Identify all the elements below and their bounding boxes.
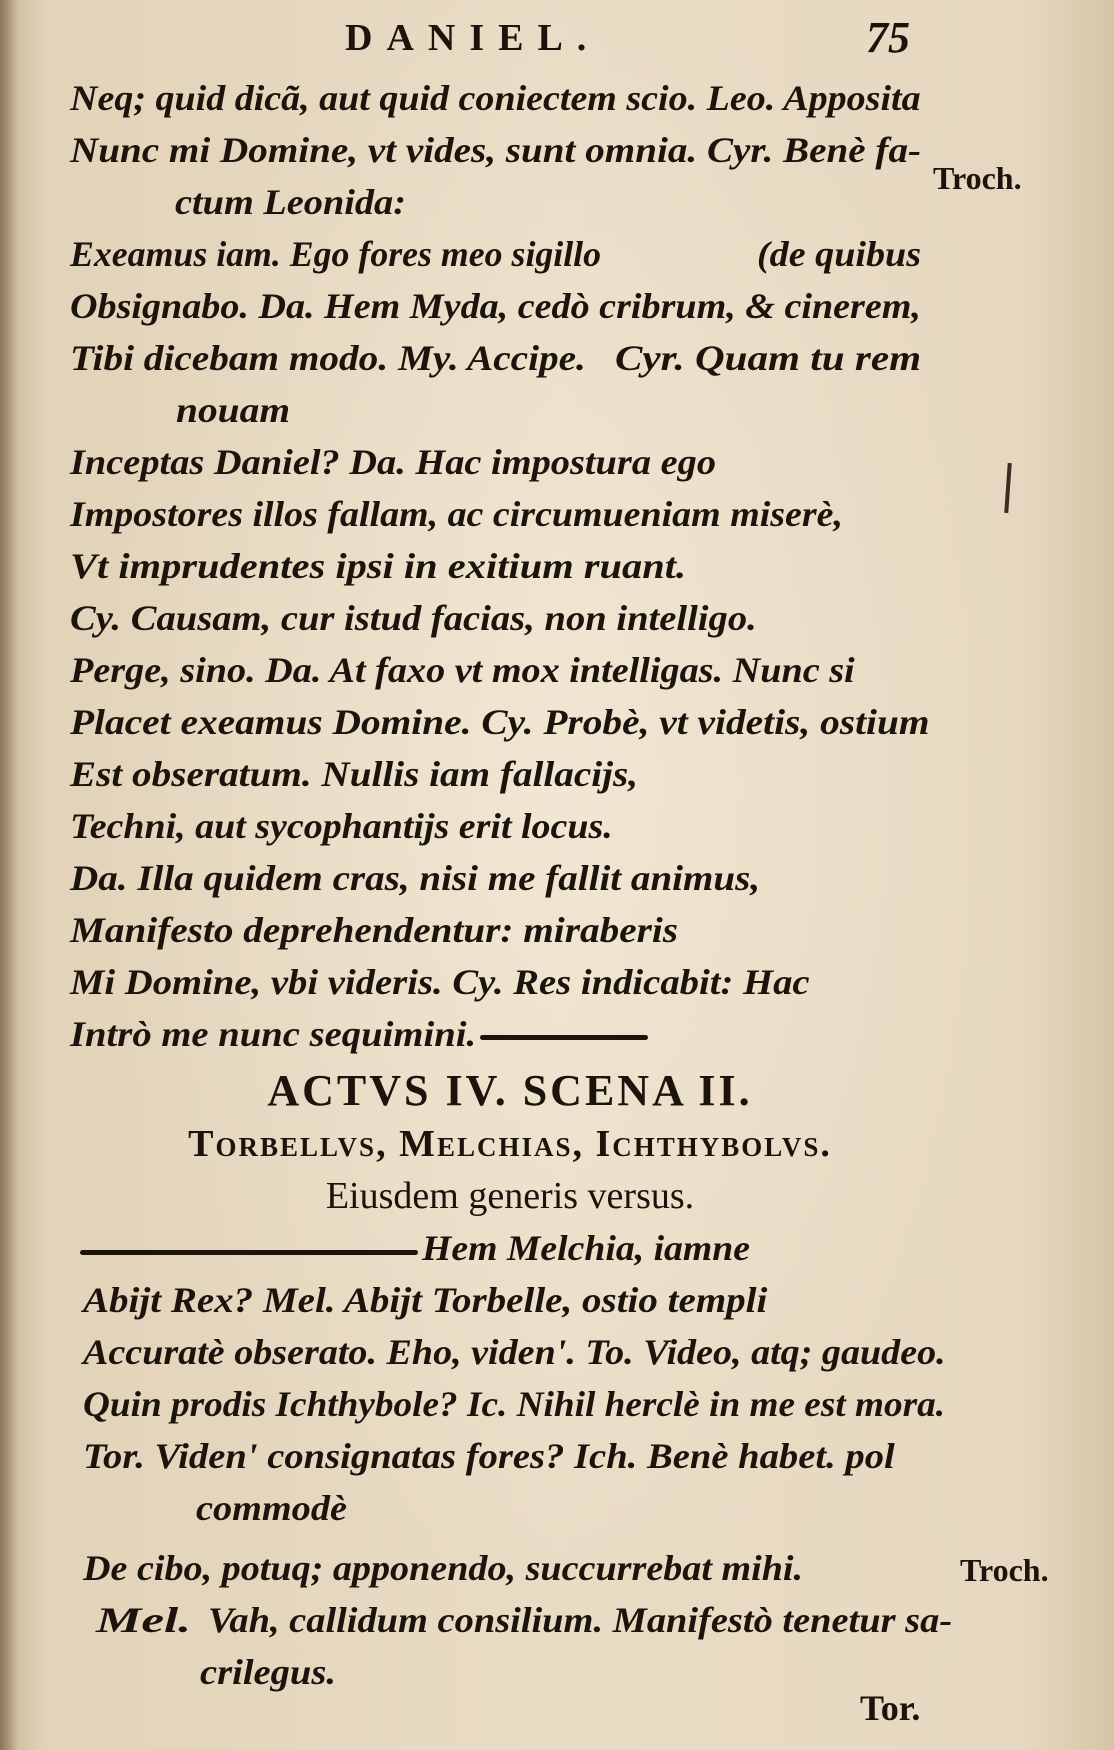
verse-line: Accuratè obserato. Eho, viden'. To. Video, atq; gaudeo.: [83, 1332, 946, 1372]
character-list: Torbellvs, Melchias, Ichthybolvs.: [188, 1123, 832, 1165]
verse-line: ctum Leonida:: [175, 182, 406, 222]
margin-note-troch: Troch.: [960, 1552, 1049, 1588]
verse-line: Manifesto deprehendentur: miraberis: [70, 910, 679, 950]
catchword: Tor.: [860, 1688, 921, 1728]
speaker-label: Mel.: [96, 1600, 191, 1640]
verse-line: commodè: [196, 1488, 347, 1528]
verse-line: Tor. Viden' consignatas fores? Ich. Benè habet. pol: [83, 1436, 895, 1476]
verse-line: Obsignabo. Da. Hem Myda, cedò cribrum, & cinerem,: [70, 286, 921, 326]
verse-line: Tibi dicebam modo. My. Accipe.: [70, 338, 586, 378]
marginal-mark: [1004, 463, 1011, 513]
verse-line: Inceptas Daniel? Da. Hac impostura ego: [70, 442, 717, 482]
verse-line: Impostores illos fallam, ac circumueniam miserè,: [70, 494, 844, 534]
verse-line: (de quibus: [757, 234, 922, 274]
verse-line: Vt imprudentes ipsi in exitium ruant.: [70, 546, 687, 586]
verse-line: Exeamus iam. Ego fores meo sigillo: [70, 234, 602, 274]
verse-line: Perge, sino. Da. At faxo vt mox intelligas. Nunc si: [70, 650, 855, 690]
act-scene-heading: ACTVS IV. SCENA II.: [267, 1066, 753, 1115]
verse-line: Vah, callidum consilium. Manifestò tenetur sa-: [208, 1600, 953, 1640]
verse-line: Intrò me nunc sequimini.: [70, 1014, 477, 1054]
page-gutter-shadow: [0, 0, 18, 1750]
verse-line: Techni, aut sycophantijs erit locus.: [70, 806, 613, 846]
verse-line: Cy. Causam, cur istud facias, non intelligo.: [70, 598, 757, 638]
verse-line: Placet exeamus Domine. Cy. Probè, vt videtis, ostium: [70, 702, 930, 742]
margin-note-troch: Troch.: [933, 160, 1022, 196]
verse-line: Est obseratum. Nullis iam fallacijs,: [70, 754, 639, 794]
verse-line: Cyr. Quam tu rem: [615, 338, 922, 378]
verse-line: nouam: [176, 390, 291, 430]
verse-line: crilegus.: [200, 1652, 337, 1692]
dash-rule: [480, 1035, 648, 1040]
verse-note-heading: Eiusdem generis versus.: [325, 1175, 695, 1217]
verse-line: Nunc mi Domine, vt vides, sunt omnia. Cyr. Benè fa-: [70, 130, 922, 170]
verse-line: Quin prodis Ichthybole? Ic. Nihil herclè in me est mora.: [83, 1384, 946, 1424]
verse-line: Da. Illa quidem cras, nisi me fallit animus,: [70, 858, 761, 898]
verse-line: Hem Melchia, iamne: [422, 1228, 750, 1268]
verse-line: De cibo, potuq; apponendo, succurrebat mihi.: [83, 1548, 804, 1588]
page-number: 75: [866, 13, 910, 62]
verse-line: Neq; quid dicã, aut quid coniectem scio. Leo. Apposita: [70, 78, 921, 118]
running-head: DANIEL.: [345, 17, 601, 59]
dash-rule: [80, 1250, 418, 1255]
verse-line: Abijt Rex? Mel. Abijt Torbelle, ostio templi: [83, 1280, 768, 1320]
verse-line: Mi Domine, vbi videris. Cy. Res indicabit: Hac: [70, 962, 810, 1002]
